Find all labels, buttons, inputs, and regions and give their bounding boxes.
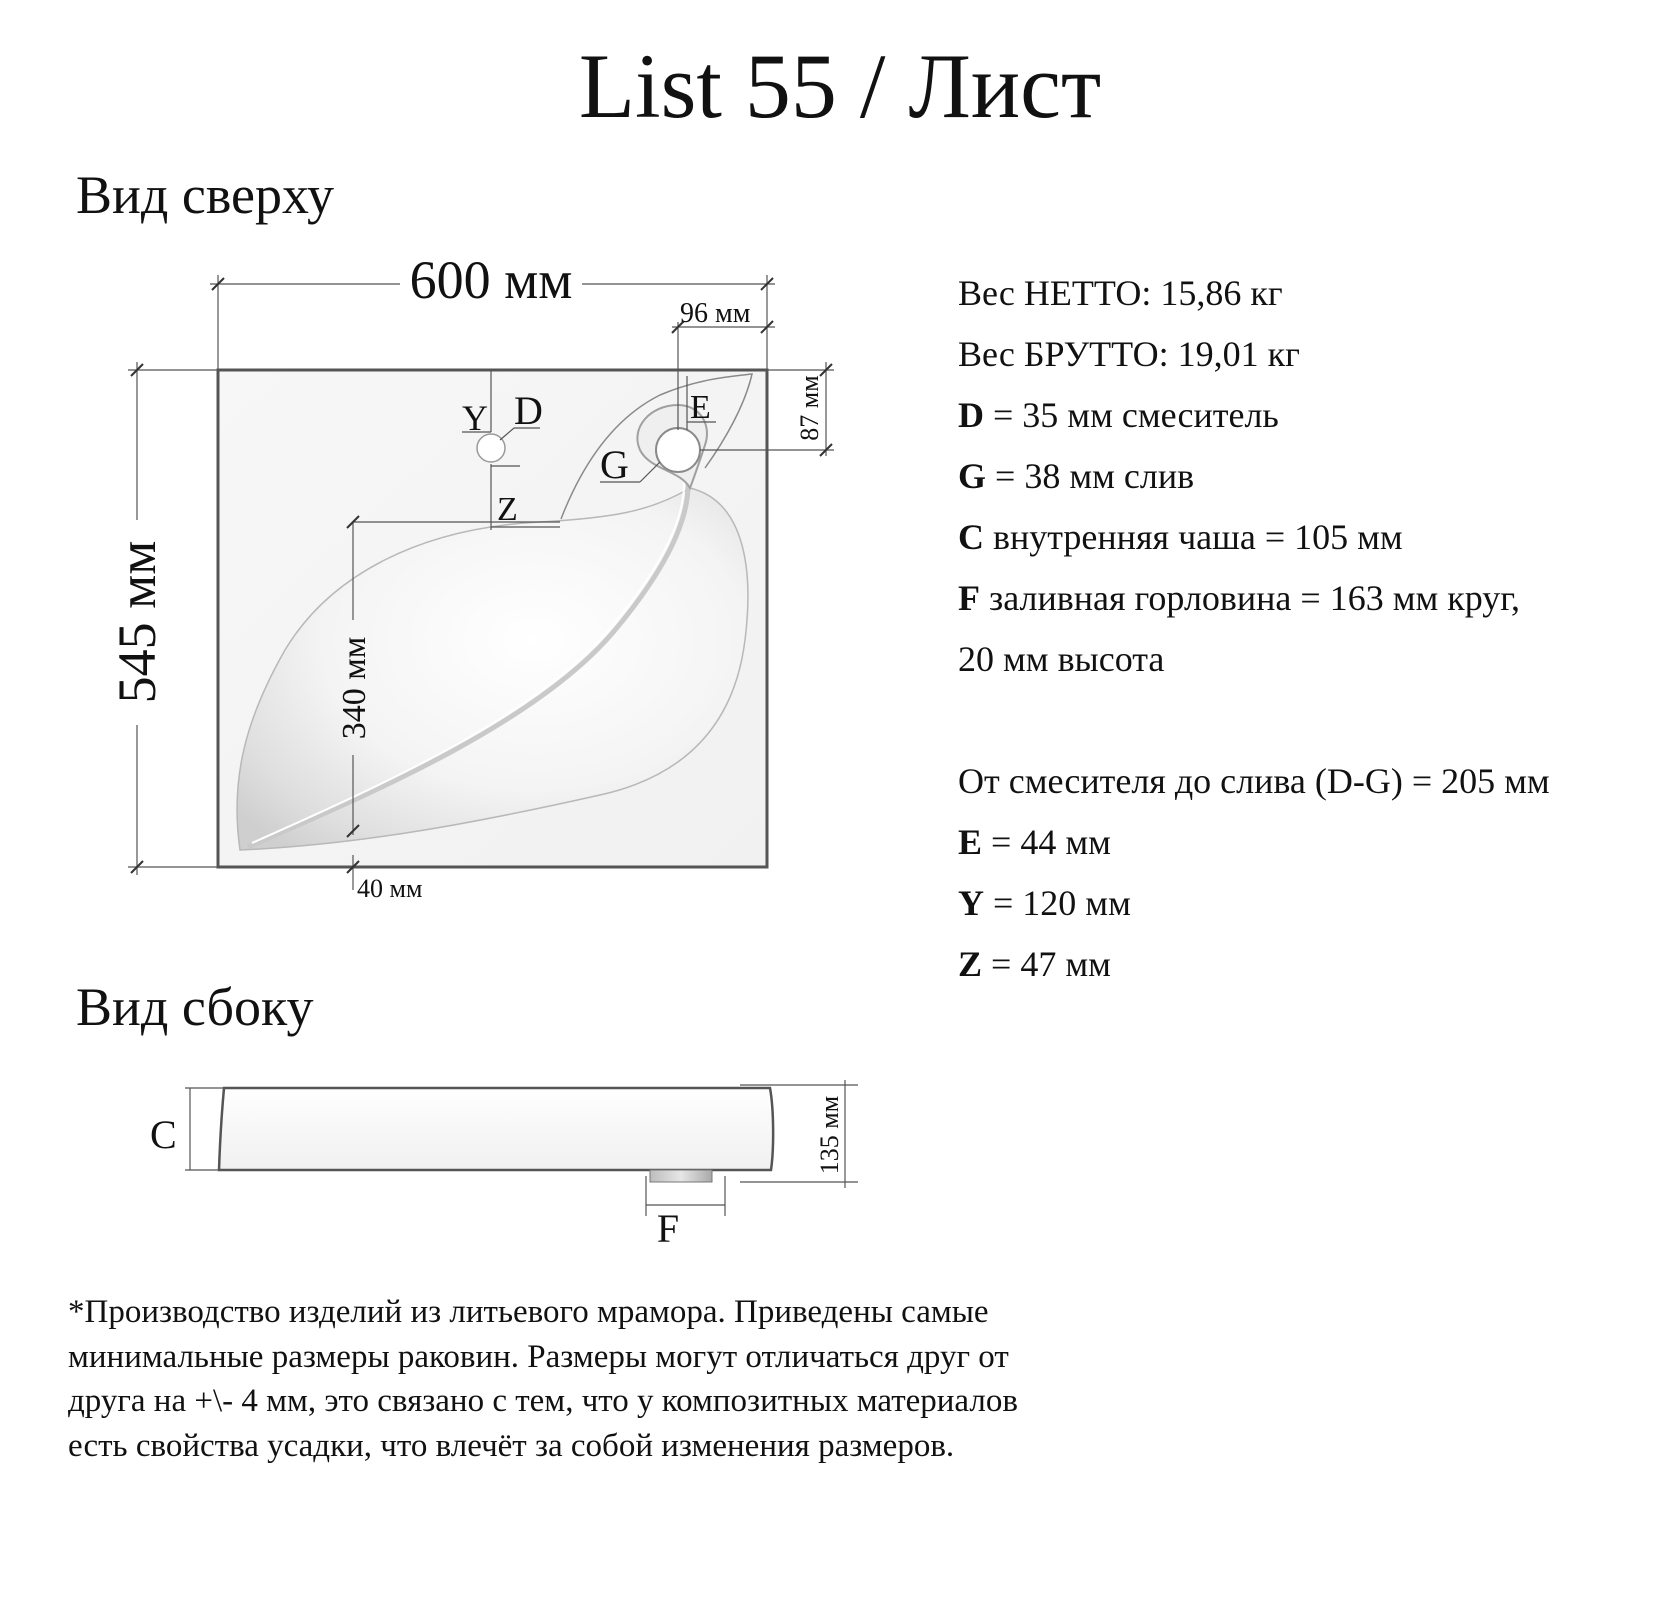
top-view-heading: Вид сверху xyxy=(76,165,334,225)
spec-e-text: = 44 мм xyxy=(982,822,1111,862)
side-view xyxy=(150,1080,858,1251)
edge-offset-label: 40 мм xyxy=(357,874,423,903)
top-view xyxy=(107,250,834,903)
d-marker-label: D xyxy=(514,388,543,433)
spec-z xyxy=(958,934,1550,995)
spec-f-key: F xyxy=(958,578,980,618)
spec-d-key: D xyxy=(958,395,984,435)
bowl-length-label: 340 мм xyxy=(336,636,373,740)
depth-label: 545 мм xyxy=(107,540,167,704)
spec-f xyxy=(958,568,1550,629)
spec-y xyxy=(958,873,1550,934)
spec-z-text: = 47 мм xyxy=(982,944,1111,984)
spec-c-key: C xyxy=(958,517,984,557)
e-marker-label: E xyxy=(690,389,711,426)
spec-f-height: 20 мм высота xyxy=(958,639,1165,679)
drain-hole xyxy=(656,428,700,472)
drain-y-label: 87 мм xyxy=(795,375,824,441)
spec-y-key: Y xyxy=(958,883,984,923)
spec-c xyxy=(958,507,1550,568)
net-weight: Вес НЕТТО: 15,86 кг xyxy=(958,273,1283,313)
dg-distance: От смесителя до слива (D-G) = 205 мм xyxy=(958,761,1550,801)
c-marker-label: C xyxy=(150,1112,177,1157)
spec-y-text: = 120 мм xyxy=(984,883,1131,923)
page-title: List 55 / Лист xyxy=(578,35,1102,137)
g-marker-label: G xyxy=(600,442,629,487)
spec-g-key: G xyxy=(958,456,987,496)
spec-e xyxy=(958,812,1550,873)
faucet-hole xyxy=(477,434,505,462)
y-marker-label: Y xyxy=(462,398,488,438)
z-marker-label: Z xyxy=(497,491,518,528)
height-label: 135 мм xyxy=(815,1095,844,1175)
f-marker-label: F xyxy=(656,1206,680,1251)
side-profile xyxy=(219,1088,773,1170)
spec-d xyxy=(958,385,1550,446)
filler-neck xyxy=(650,1170,712,1182)
spec-g-text: = 38 мм слив xyxy=(986,456,1195,496)
spec-d-text: = 35 мм смеситель xyxy=(984,395,1279,435)
spec-f-text: заливная горловина = 163 мм круг, xyxy=(980,578,1520,618)
spec-c-text: внутренняя чаша = 105 мм xyxy=(984,517,1403,557)
gross-weight: Вес БРУТТО: 19,01 кг xyxy=(958,334,1300,374)
side-view-heading: Вид сбоку xyxy=(76,977,314,1037)
drain-x-label: 96 мм xyxy=(680,298,751,329)
spec-e-key: E xyxy=(958,822,983,862)
specifications xyxy=(958,263,1550,995)
production-note: *Производство изделий из литьевого мрамора. Приведены самые минимальные размеры раковин. Размеры могут отличаться друг от друга на +\- 4 мм, это связано с тем, что у композитных материалов есть свойства усадки, что влечёт за собой изменения размеров. xyxy=(68,1294,1018,1464)
spacer xyxy=(958,690,1550,751)
spec-g xyxy=(958,446,1550,507)
spec-z-key: Z xyxy=(958,944,983,984)
width-label: 600 мм xyxy=(409,250,573,310)
